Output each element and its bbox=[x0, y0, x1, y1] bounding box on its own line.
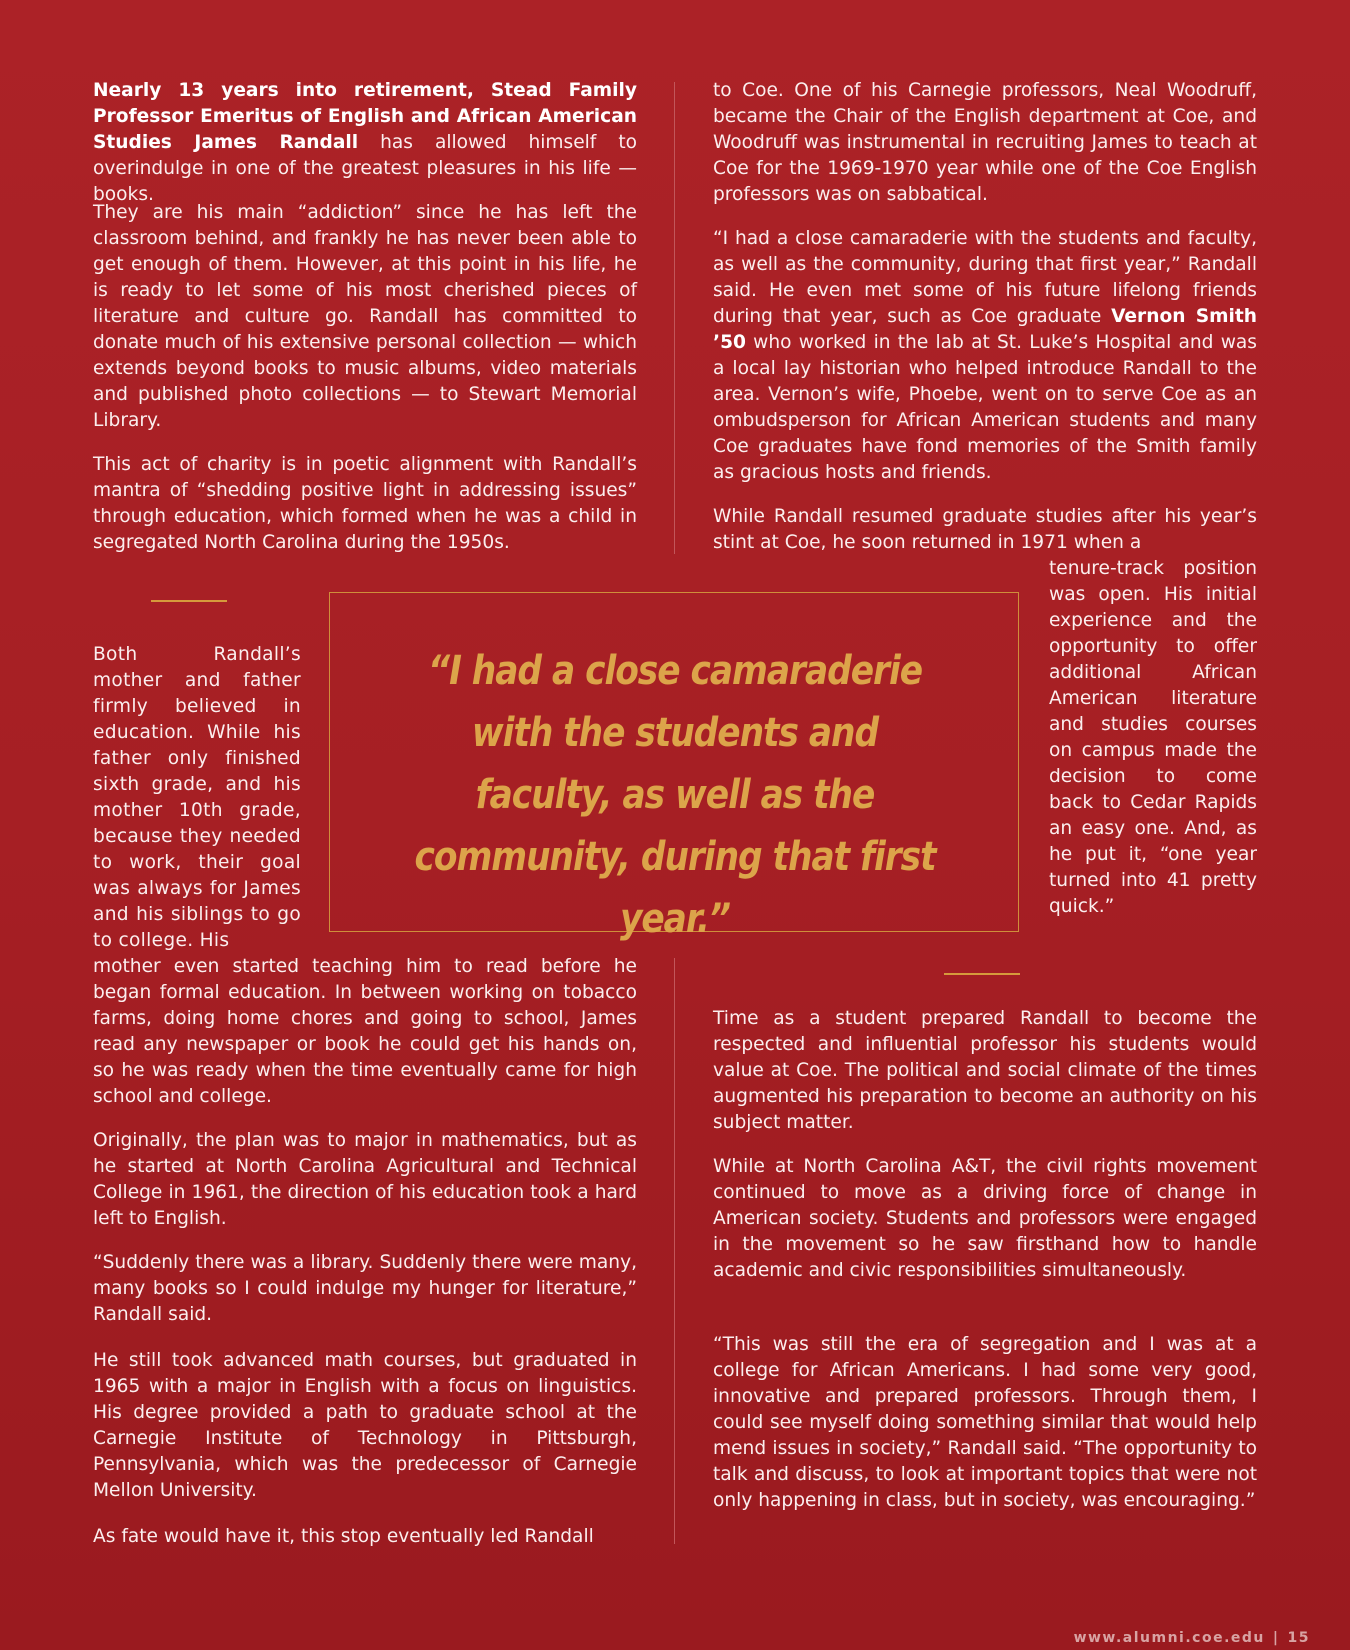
return-paragraph-wrap: tenure-track position was open. His initial experience and the opportunity to offer additional African American literature and studies courses on campus made the decision to come back to Cedar Rapids an easy one. And, as he put it, “one year turned into 41 pretty quick.” bbox=[1049, 558, 1257, 917]
left-gold-divider bbox=[151, 600, 227, 602]
intro-rest: has allowed himself to overindulge in one of the greatest pleasures in his life — books. bbox=[93, 132, 637, 205]
fate-paragraph: As fate would have it, this stop eventually led Randall bbox=[93, 1526, 594, 1547]
column-divider-top bbox=[674, 82, 675, 554]
graduation-paragraph: He still took advanced math courses, but graduated in 1965 with a major in English with a focus on linguistics. His degree provided a path to graduate school at the Carnegie Institute of Technology in Pittsburgh, Pennsylvania, which was the predecessor of Carnegie Mellon University. bbox=[93, 1350, 637, 1501]
camaraderie-text-start: “I had a close camaraderie with the students and faculty, as well as the community, during that first year,” Randall said. He even met some of his future lifelong friends during that year, such as Coe graduate bbox=[713, 228, 1257, 327]
parents-paragraph-wrap: Both Randall’s mother and father firmly believed in education. While his father only finished sixth grade, and his mother 10th grade, because they needed to work, their goal was always for James and his siblings to go to college. His bbox=[93, 644, 301, 951]
charity-paragraph: This act of charity is in poetic alignment with Randall’s mantra of “shedding positive light in addressing issues” through education, which formed when he was a child in segregated North Carolina during the 1950s. bbox=[93, 454, 637, 553]
camaraderie-paragraph bbox=[713, 226, 1257, 486]
footer-url: www.alumni.coe.edu bbox=[1073, 1630, 1265, 1646]
pull-quote: “I had a close camaraderie with the students and faculty, as well as the community, during that first year.” bbox=[414, 648, 936, 942]
page-number: 15 bbox=[1287, 1630, 1310, 1646]
return-paragraph: While Randall resumed graduate studies after his year’s stint at Coe, he soon returned in 1971 when a bbox=[713, 506, 1257, 553]
intro-bold-lead: Nearly 13 years into retirement, Stead Family Professor Emeritus of English and African American Studies James Randall bbox=[93, 80, 637, 153]
coe-paragraph: to Coe. One of his Carnegie professors, Neal Woodruff, became the Chair of the English department at Coe, and Woodruff was instrumental in recruiting James to teach at Coe for the 1969-1970 year while one of the Coe English professors was on sabbatical. bbox=[713, 80, 1257, 205]
library-quote-paragraph: “Suddenly there was a library. Suddenly there were many, many books so I could indulge my hunger for literature,” Randall said. bbox=[93, 1252, 637, 1325]
intro-paragraph bbox=[93, 78, 637, 208]
mathematics-paragraph: Originally, the plan was to major in mathematics, but as he started at North Carolina Agricultural and Technical College in 1961, the direction of his education took a hard left to English. bbox=[93, 1130, 637, 1229]
camaraderie-text-end: who worked in the lab at St. Luke’s Hospital and was a local lay historian who helped introduce Randall to the area. Vernon’s wife, Phoebe, went on to serve Coe as an ombudsperson for African American students and many Coe graduates have fond memories of the Smith family as gracious hosts and friends. bbox=[713, 332, 1257, 483]
right-gold-divider bbox=[944, 973, 1020, 975]
footer-separator: | bbox=[1272, 1630, 1280, 1646]
student-paragraph: Time as a student prepared Randall to become the respected and influential professor his students would value at Coe. The political and social climate of the times augmented his preparation to become an authority on his subject matter. bbox=[713, 1008, 1257, 1133]
vernon-smith-name: Vernon Smith ’50 bbox=[713, 306, 1258, 353]
civil-rights-paragraph: While at North Carolina A&T, the civil rights movement continued to move as a driving force of change in American society. Students and professors were engaged in the movement so he saw firsthand how to handle academic and civic responsibilities simultaneously. bbox=[713, 1156, 1257, 1281]
parents-paragraph-continued: mother even started teaching him to read before he began formal education. In between working on tobacco farms, doing home chores and going to school, James read any newspaper or book he could get his hands on, so he was ready when the time eventually came for high school and college. bbox=[93, 956, 637, 1107]
page-footer bbox=[1060, 1630, 1310, 1646]
collection-paragraph: They are his main “addiction” since he has left the classroom behind, and frankly he has never been able to get enough of them. However, at this point in his life, he is ready to let some of his most cherished pieces of literature and culture go. Randall has committed to donate much of his extensive personal collection — which extends beyond books to music albums, video materials and published photo collections — to Stewart Memorial Library. bbox=[93, 202, 637, 431]
segregation-quote-paragraph: “This was still the era of segregation and I was at a college for African Americans. I had some very good, innovative and prepared professors. Through them, I could see myself doing something similar that would help mend issues in society,” Randall said. “The opportunity to talk and discuss, to look at important topics that were not only happening in class, but in society, was encouraging.” bbox=[713, 1334, 1257, 1511]
column-divider-bottom bbox=[674, 958, 675, 1544]
